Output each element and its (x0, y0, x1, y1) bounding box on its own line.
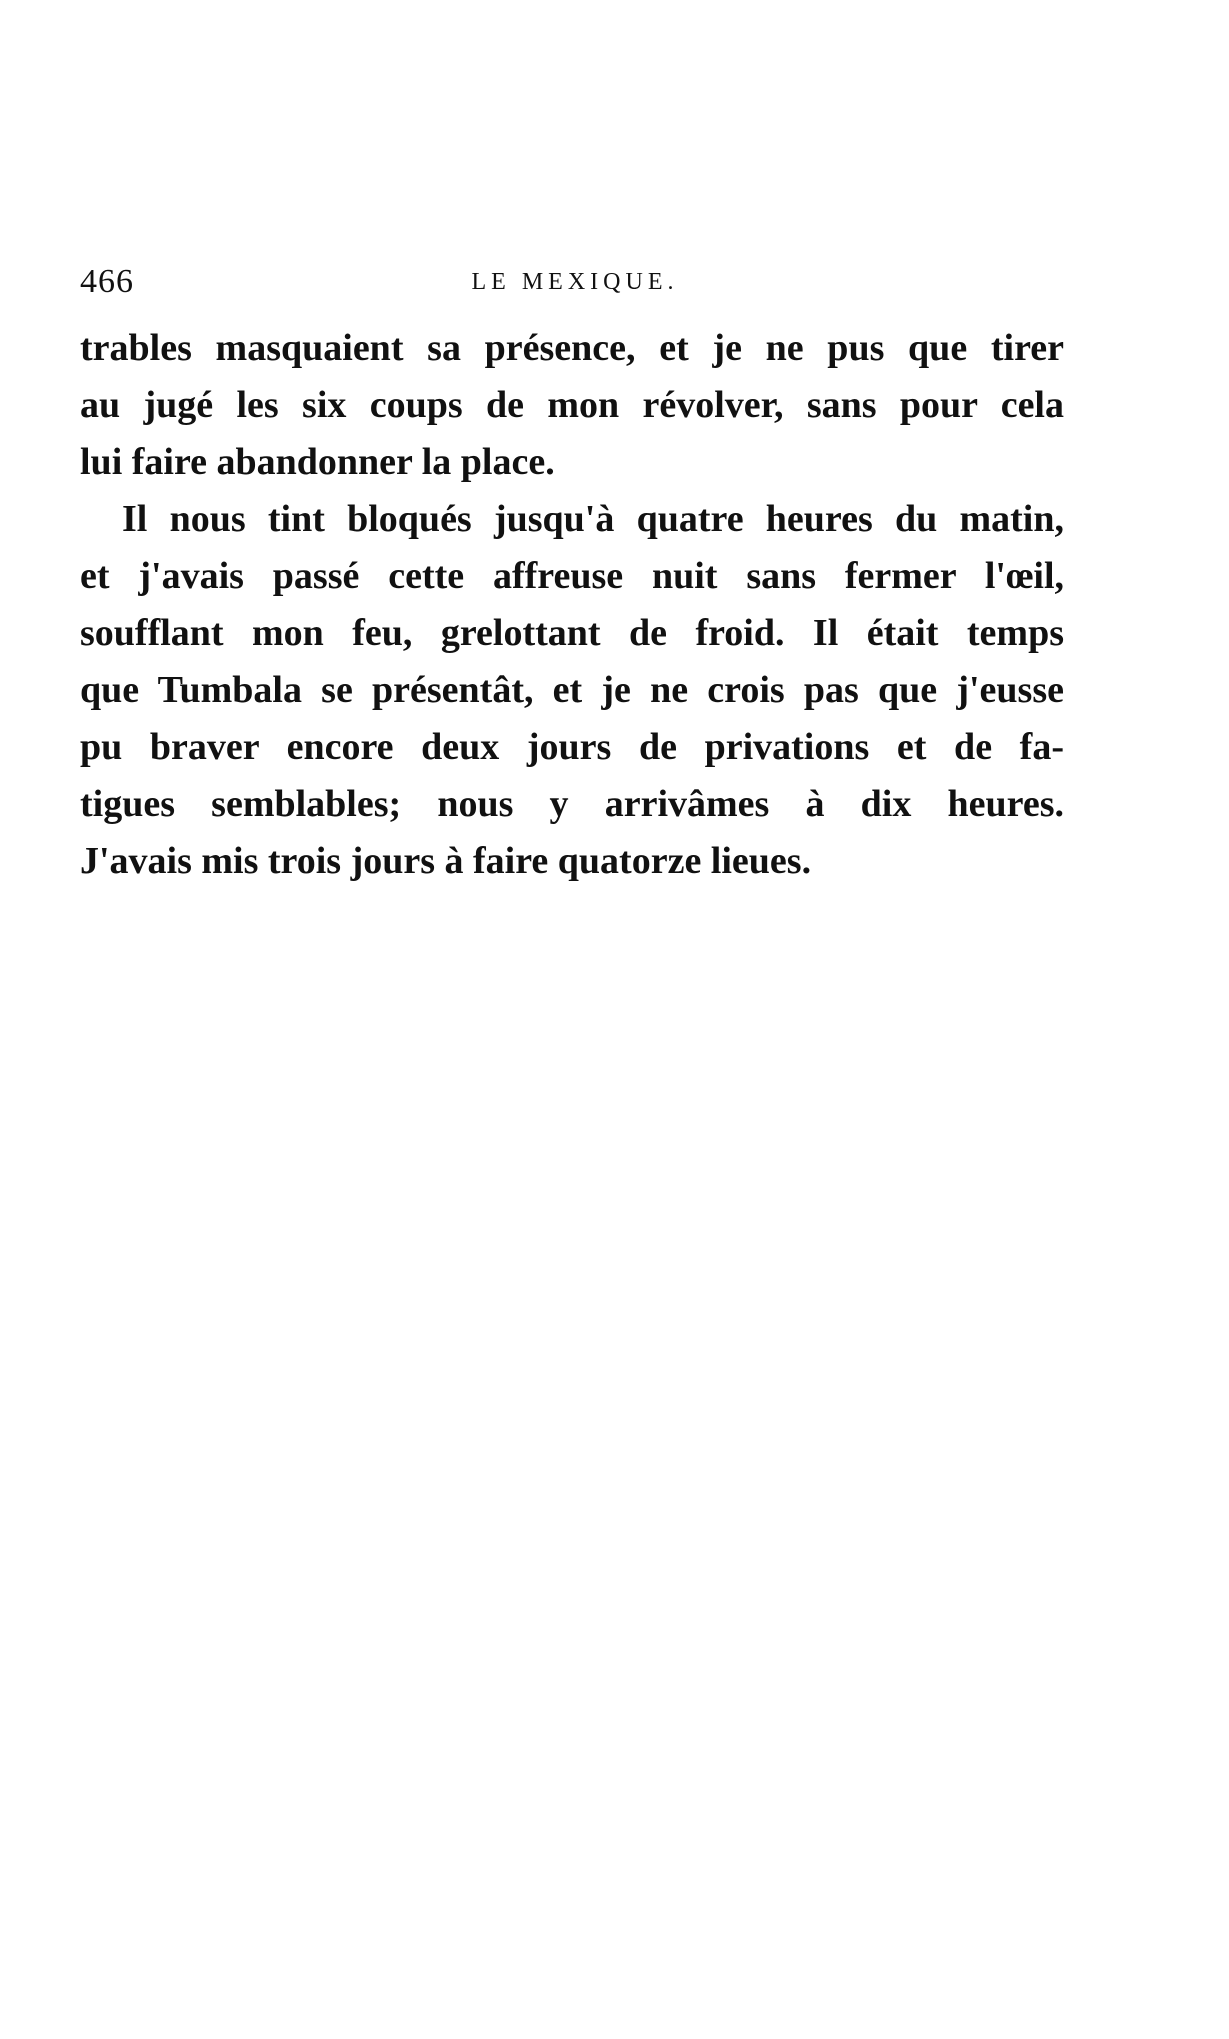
text-line: tigues semblables; nous y arrivâmes à dix heures. (80, 783, 1064, 825)
page-number: 466 (80, 263, 134, 300)
text-line: Il nous tint bloqués jusqu'à quatre heures du matin, (122, 498, 1064, 540)
text-line: J'avais mis trois jours à faire quatorze lieues. (80, 840, 812, 882)
text-line: trables masquaient sa présence, et je ne pus que tirer (80, 327, 1064, 369)
text-line: soufflant mon feu, grelottant de froid. Il était temps (80, 612, 1064, 654)
running-head (80, 262, 1070, 302)
text-line: que Tumbala se présentât, et je ne crois pas que j'eusse (80, 669, 1064, 711)
text-line: lui faire abandonner la place. (80, 441, 555, 483)
text-line: pu braver encore deux jours de privations et de fa- (80, 726, 1064, 768)
text-line: au jugé les six coups de mon révolver, sans pour cela (80, 384, 1064, 426)
running-title: LE MEXIQUE. (471, 269, 679, 295)
body-text (80, 320, 1064, 890)
text-line: et j'avais passé cette affreuse nuit sans fermer l'œil, (80, 555, 1064, 597)
